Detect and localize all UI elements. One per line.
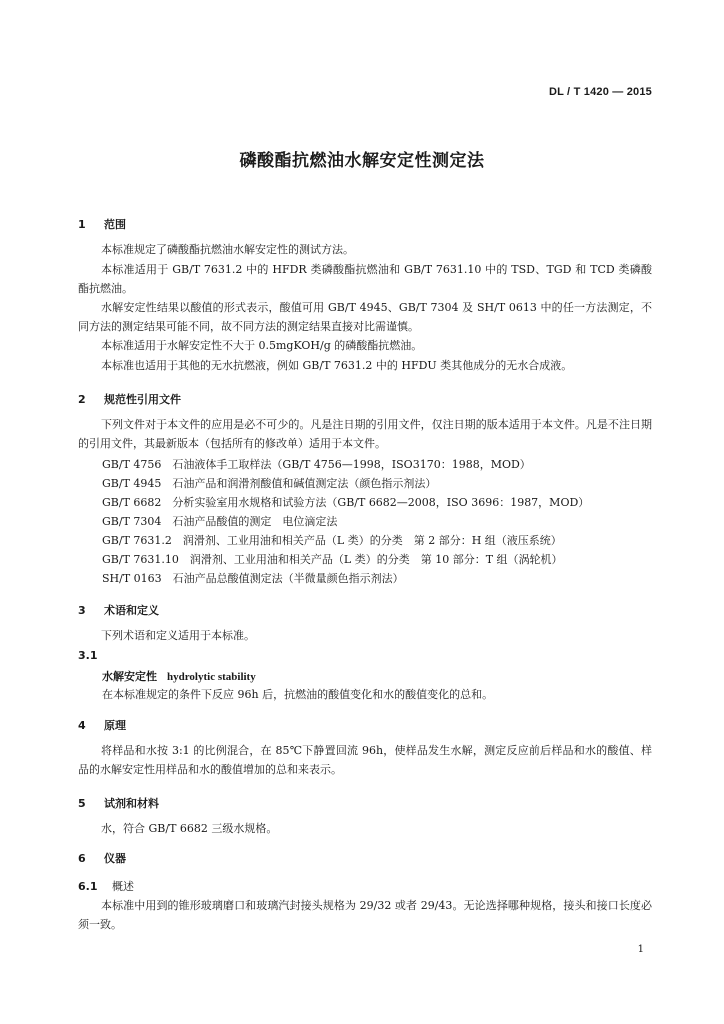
section-number: 6 <box>78 852 86 865</box>
section-1-para-5: 本标准也适用于其他的无水抗燃液，例如 GB/T 7631.2 中的 HFDU 类其他成分的无水合成液。 <box>101 359 573 372</box>
section-2-heading <box>78 391 181 407</box>
section-5-heading <box>78 795 159 811</box>
section-3-heading <box>78 602 159 618</box>
term-english: hydrolytic stability <box>167 671 256 683</box>
section-title: 仪器 <box>104 852 126 865</box>
reference-item: GB/T 7304 石油产品酸值的测定 电位滴定法 <box>102 515 338 528</box>
reference-item: GB/T 4945 石油产品和润滑剂酸值和碱值测定法（颜色指示剂法） <box>102 477 437 490</box>
section-title: 试剂和材料 <box>104 797 159 810</box>
section-number: 4 <box>78 719 86 732</box>
section-6-1-para: 本标准中用到的锥形玻璃磨口和玻璃汽封接头规格为 29/32 或者 29/43。无论选择哪种规格，接头和接口长度必须一致。 <box>78 899 652 931</box>
section-title: 范围 <box>104 218 126 231</box>
term-chinese: 水解安定性 <box>102 670 157 683</box>
section-1-para-1: 本标准规定了磷酸酯抗燃油水解安定性的测试方法。 <box>101 243 354 256</box>
reference-item: GB/T 4756 石油液体手工取样法（GB/T 4756—1998，ISO3170：1988，MOD） <box>102 458 531 471</box>
page-number: 1 <box>637 944 644 955</box>
reference-item: GB/T 7631.2 润滑剂、工业用油和相关产品（L 类）的分类 第 2 部分：H 组（液压系统） <box>102 534 562 547</box>
reference-item: GB/T 7631.10 润滑剂、工业用油和相关产品（L 类）的分类 第 10 部分：T 组（涡轮机） <box>102 553 563 566</box>
section-1-para-2: 本标准适用于 GB/T 7631.2 中的 HFDR 类磷酸酯抗燃油和 GB/T 7631.10 中的 TSD、TGD 和 TCD 类磷酸酯抗燃油。 <box>78 263 652 295</box>
section-2-intro: 下列文件对于本文件的应用是必不可少的。凡是注日期的引用文件，仅注日期的版本适用于本文件。凡是不注日期的引用文件，其最新版本（包括所有的修改单）适用于本文件。 <box>78 418 652 450</box>
reference-item: GB/T 6682 分析实验室用水规格和试验方法（GB/T 6682—2008，ISO 3696：1987，MOD） <box>102 496 590 509</box>
section-title: 术语和定义 <box>104 604 159 617</box>
subsection-number: 6.1 <box>78 880 98 893</box>
section-4-heading <box>78 717 126 733</box>
section-1-heading <box>78 216 126 232</box>
subsection-6-1-heading <box>78 878 134 894</box>
section-1-para-3: 水解安定性结果以酸值的形式表示，酸值可用 GB/T 4945、GB/T 7304 及 SH/T 0613 中的任一方法测定，不同方法的测定结果可能不同，故不同方法的测定结果直接对比需谨慎。 <box>78 301 652 333</box>
section-5-para: 水，符合 GB/T 6682 三级水规格。 <box>101 822 278 835</box>
term-entry <box>102 668 256 684</box>
section-number: 1 <box>78 218 86 231</box>
section-3-intro: 下列术语和定义适用于本标准。 <box>101 629 255 642</box>
section-6-heading <box>78 850 126 866</box>
section-4-para: 将样品和水按 3:1 的比例混合，在 85℃下静置回流 96h，使样品发生水解，测定反应前后样品和水的酸值、样品的水解安定性用样品和水的酸值增加的总和来表示。 <box>78 744 652 776</box>
section-number: 3 <box>78 604 86 617</box>
section-title: 规范性引用文件 <box>104 393 181 406</box>
reference-item: SH/T 0163 石油产品总酸值测定法（半微量颜色指示剂法） <box>102 572 404 585</box>
section-1-para-4: 本标准适用于水解安定性不大于 0.5mgKOH/g 的磷酸酯抗燃油。 <box>101 339 423 352</box>
section-title: 原理 <box>104 719 126 732</box>
subsection-number: 3.1 <box>78 649 98 662</box>
section-number: 5 <box>78 797 86 810</box>
term-definition: 在本标准规定的条件下反应 96h 后，抗燃油的酸值变化和水的酸值变化的总和。 <box>102 688 494 701</box>
section-number: 2 <box>78 393 86 406</box>
page-title: 磷酸酯抗燃油水解安定性测定法 <box>239 151 485 171</box>
document-code: DL / T 1420 — 2015 <box>548 86 652 98</box>
subsection-title: 概述 <box>112 880 134 893</box>
